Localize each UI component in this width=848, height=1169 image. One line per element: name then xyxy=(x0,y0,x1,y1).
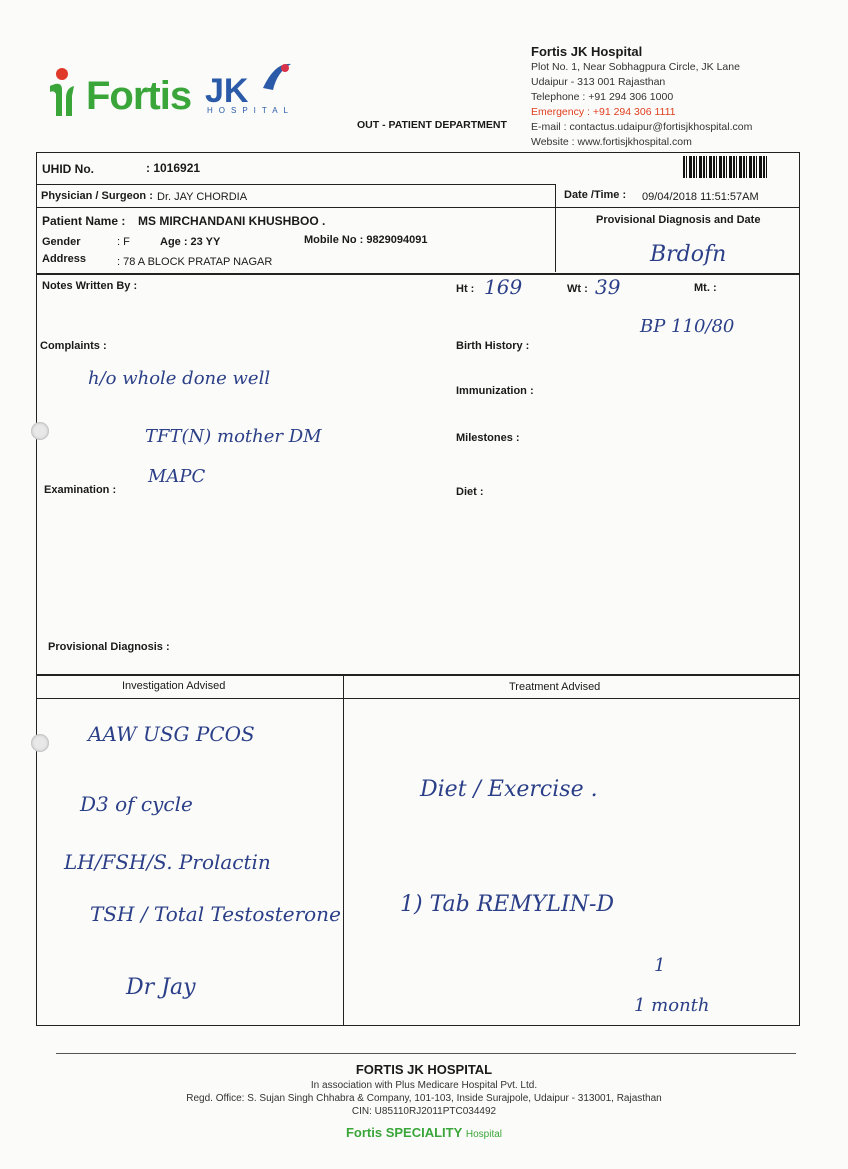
punch-hole xyxy=(31,734,49,752)
physician-label: Physician / Surgeon : xyxy=(41,190,153,202)
investigation-handwriting-2: D3 of cycle xyxy=(80,792,193,816)
bp-handwriting: BP 110/80 xyxy=(640,316,735,337)
age-label: Age : 23 YY xyxy=(160,236,221,248)
physician-value: Dr. JAY CHORDIA xyxy=(157,191,248,203)
treatment-header: Treatment Advised xyxy=(509,681,601,693)
hospital-name: Fortis JK Hospital xyxy=(531,44,643,59)
address-line2: Udaipur - 313 001 Rajasthan xyxy=(531,76,666,88)
telephone: Telephone : +91 294 306 1000 xyxy=(531,91,674,103)
datetime-value: 09/04/2018 11:51:57AM xyxy=(642,191,759,203)
jk-logo-text: JK xyxy=(205,72,249,110)
provisional-diagnosis-label: Provisional Diagnosis : xyxy=(48,641,170,653)
investigation-header: Investigation Advised xyxy=(122,680,226,692)
prov-diag-date-label: Provisional Diagnosis and Date xyxy=(596,214,761,226)
milestones-label: Milestones : xyxy=(456,432,520,444)
emergency-number: Emergency : +91 294 306 1111 xyxy=(531,106,676,118)
jk-swirl-icon xyxy=(255,58,295,98)
address-value: : 78 A BLOCK PRATAP NAGAR xyxy=(117,256,273,268)
website: Website : www.fortisjkhospital.com xyxy=(531,136,692,148)
examination-label: Examination : xyxy=(44,484,117,496)
datetime-label: Date /Time : xyxy=(564,189,627,201)
footer-line3: CIN: U85110RJ2011PTC034492 xyxy=(351,1106,497,1117)
address-label: Address xyxy=(42,253,87,265)
uhid-value: : 1016921 xyxy=(146,161,201,175)
diagnosis-handwriting: Brdofn xyxy=(650,242,727,267)
birth-history-label: Birth History : xyxy=(456,340,530,352)
email: E-mail : contactus.udaipur@fortisjkhospital.com xyxy=(531,121,753,133)
diet-label: Diet : xyxy=(456,486,484,498)
footer-line1: In association with Plus Medicare Hospital Pvt. Ltd. xyxy=(310,1080,538,1091)
investigation-handwriting-5: Dr Jay xyxy=(126,975,196,1000)
treatment-handwriting-4: 1 month xyxy=(634,995,710,1016)
address-line1: Plot No. 1, Near Sobhagpura Circle, JK Lane xyxy=(531,61,740,73)
footer-line2: Regd. Office: S. Sujan Singh Chhabra & Company, 101-103, Inside Surajpole, Udaipur - 313001, Rajasthan xyxy=(186,1093,662,1104)
weight-value: 39 xyxy=(595,275,621,299)
footer-brand-name: Fortis SPECIALITY xyxy=(345,1125,463,1140)
treatment-handwriting-1: Diet / Exercise . xyxy=(420,777,598,802)
height-value: 169 xyxy=(484,275,523,299)
fortis-figure-icon xyxy=(42,66,82,122)
footer-title: FORTIS JK HOSPITAL xyxy=(355,1062,493,1077)
complaint-handwriting-2: TFT(N) mother DM xyxy=(145,426,322,447)
investigation-handwriting-4: TSH / Total Testosterone xyxy=(90,902,341,926)
complaint-handwriting-1: h/o whole done well xyxy=(88,368,271,389)
investigation-handwriting-3: LH/FSH/S. Prolactin xyxy=(64,850,271,874)
complaints-label: Complaints : xyxy=(40,340,107,352)
fortis-logo xyxy=(42,66,192,122)
complaint-handwriting-3: MAPC xyxy=(148,466,206,487)
immunization-label: Immunization : xyxy=(456,385,534,397)
gender-value: : F xyxy=(117,236,130,248)
mobile-label: Mobile No : 9829094091 xyxy=(304,234,428,246)
punch-hole xyxy=(31,422,49,440)
treatment-handwriting-2: 1) Tab REMYLIN-D xyxy=(400,892,615,917)
investigation-handwriting-1: AAW USG PCOS xyxy=(88,722,255,746)
mt-label: Mt. : xyxy=(694,282,717,294)
gender-label: Gender xyxy=(42,236,81,248)
jk-hospital-logo xyxy=(205,58,305,118)
height-label: Ht : xyxy=(456,283,475,295)
jk-logo-sub: HOSPITAL xyxy=(207,106,294,115)
department-title: OUT - PATIENT DEPARTMENT xyxy=(357,119,507,131)
footer-brand-suffix: Hospital xyxy=(465,1129,503,1140)
notes-written-label: Notes Written By : xyxy=(42,280,138,292)
footer-brand xyxy=(0,1125,848,1140)
uhid-label: UHID No. xyxy=(42,162,94,176)
weight-label: Wt : xyxy=(567,283,588,295)
patient-name-value: MS MIRCHANDANI KHUSHBOO . xyxy=(138,214,326,228)
fortis-logo-text: Fortis xyxy=(86,74,192,118)
barcode xyxy=(683,156,767,178)
patient-name-label: Patient Name : xyxy=(42,214,126,228)
treatment-handwriting-3: 1 xyxy=(654,955,666,976)
